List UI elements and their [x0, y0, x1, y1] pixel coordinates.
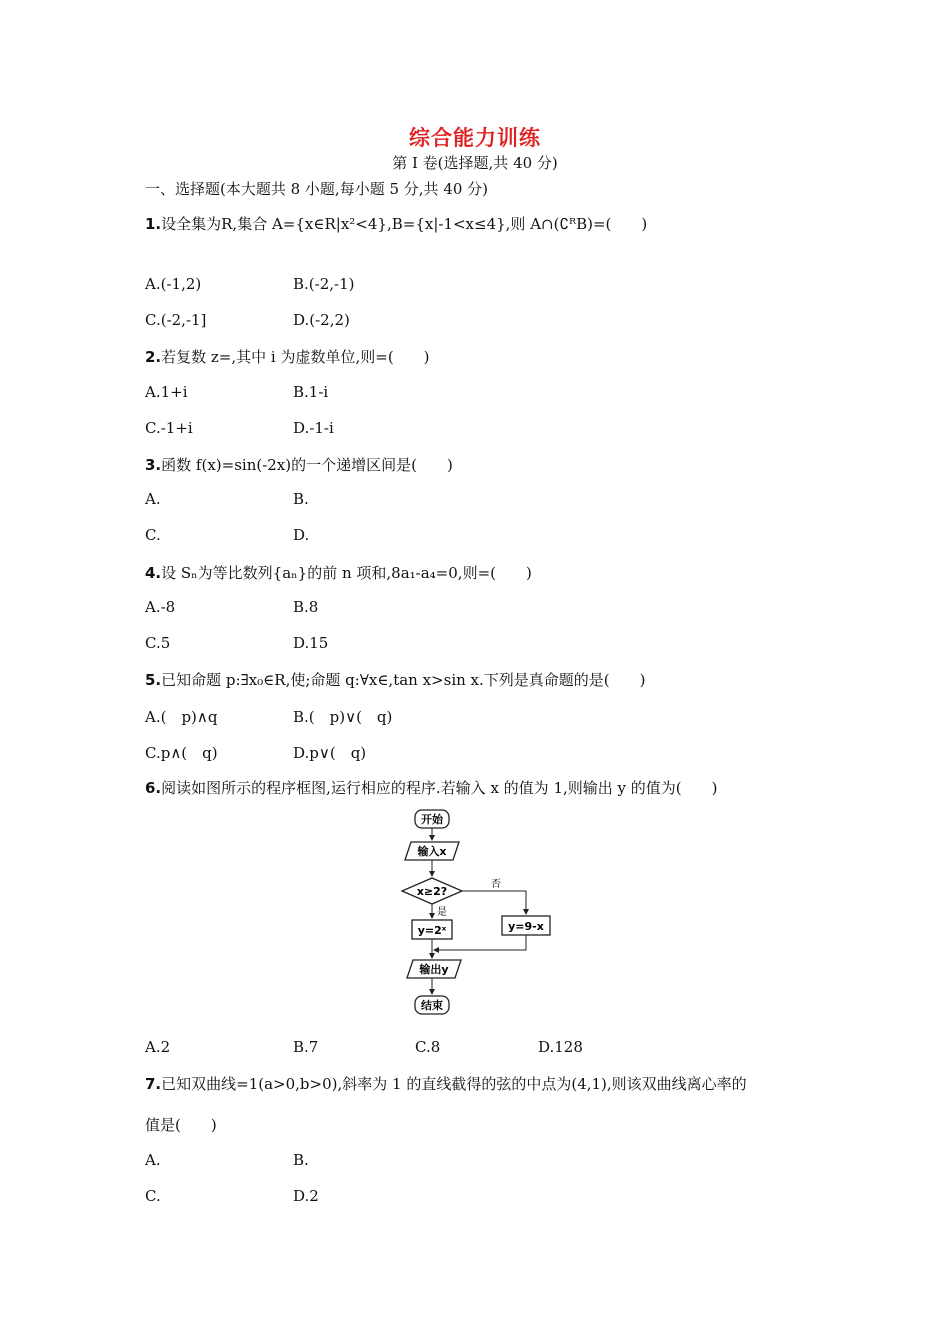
output-label: 输出y — [419, 963, 449, 976]
q6-option-b: B.7 — [293, 1038, 319, 1056]
yes-branch-label: y=2ˣ — [417, 924, 447, 937]
yes-label: 是 — [437, 907, 447, 918]
q3-option-a: A. — [145, 490, 161, 508]
q2-option-d: D.-1-i — [293, 419, 334, 437]
no-label: 否 — [491, 879, 501, 890]
q6-option-d: D.128 — [538, 1038, 583, 1056]
q2-option-c: C.-1+i — [145, 419, 193, 437]
q4-option-a: A.-8 — [145, 598, 176, 616]
q4-option-d: D.15 — [293, 634, 329, 652]
q4-option-b: B.8 — [293, 598, 319, 616]
question-2-stem: 2.若复数 z=,其中 i 为虚数单位,则=( ) — [145, 348, 430, 366]
end-label: 结束 — [421, 999, 443, 1012]
q7-option-a: A. — [145, 1151, 161, 1169]
q7-option-d: D.2 — [293, 1187, 319, 1205]
q2-option-b: B.1-i — [293, 383, 329, 401]
page-title: 综合能力训练 — [409, 126, 541, 150]
section-heading: 一、选择题(本大题共 8 小题,每小题 5 分,共 40 分) — [145, 180, 489, 198]
q3-option-c: C. — [145, 526, 161, 544]
q3-option-b: B. — [293, 490, 309, 508]
q1-option-c: C.(-2,-1] — [145, 311, 207, 329]
question-5-stem: 5.已知命题 p:∃x₀∈R,使;命题 q:∀x∈,tan x>sin x.下列是真命题的是( ) — [145, 671, 646, 689]
q7-option-c: C. — [145, 1187, 161, 1205]
paper-subtitle: 第 I 卷(选择题,共 40 分) — [392, 154, 558, 172]
no-branch-label: y=9-x — [508, 920, 544, 933]
question-1-stem: 1.设全集为R,集合 A={x∈R|x²<4},B={x|-1<x≤4},则 A∩(∁ᴿB)=( ) — [145, 215, 648, 233]
q5-option-b: B.( p)∨( q) — [293, 708, 393, 726]
q1-option-a: A.(-1,2) — [145, 275, 202, 293]
q5-option-a: A.( p)∧q — [145, 708, 218, 726]
q6-option-c: C.8 — [415, 1038, 441, 1056]
q1-option-b: B.(-2,-1) — [293, 275, 355, 293]
q1-option-d: D.(-2,2) — [293, 311, 350, 329]
question-3-stem: 3.函数 f(x)=sin(-2x)的一个递增区间是( ) — [145, 456, 453, 474]
q7-option-b: B. — [293, 1151, 309, 1169]
question-7-stem: 7.已知双曲线=1(a>0,b>0),斜率为 1 的直线截得的弦的中点为(4,1),则该双曲线离心率的 — [145, 1075, 747, 1093]
q5-option-d: D.p∨( q) — [293, 744, 367, 762]
q4-option-c: C.5 — [145, 634, 171, 652]
input-label: 输入x — [417, 845, 447, 858]
start-label: 开始 — [421, 813, 443, 826]
condition-label: x≥2? — [416, 885, 448, 898]
q3-option-d: D. — [293, 526, 310, 544]
q6-option-a: A.2 — [145, 1038, 171, 1056]
q2-option-a: A.1+i — [145, 383, 188, 401]
question-6-stem: 6.阅读如图所示的程序框图,运行相应的程序.若输入 x 的值为 1,则输出 y 的值为( ) — [145, 779, 718, 797]
question-7-stem-continued: 值是( ) — [145, 1116, 217, 1134]
q5-option-c: C.p∧( q) — [145, 744, 218, 762]
question-4-stem: 4.设 Sₙ为等比数列{aₙ}的前 n 项和,8a₁-a₄=0,则=( ) — [145, 564, 532, 582]
program-flowchart — [395, 808, 565, 1020]
